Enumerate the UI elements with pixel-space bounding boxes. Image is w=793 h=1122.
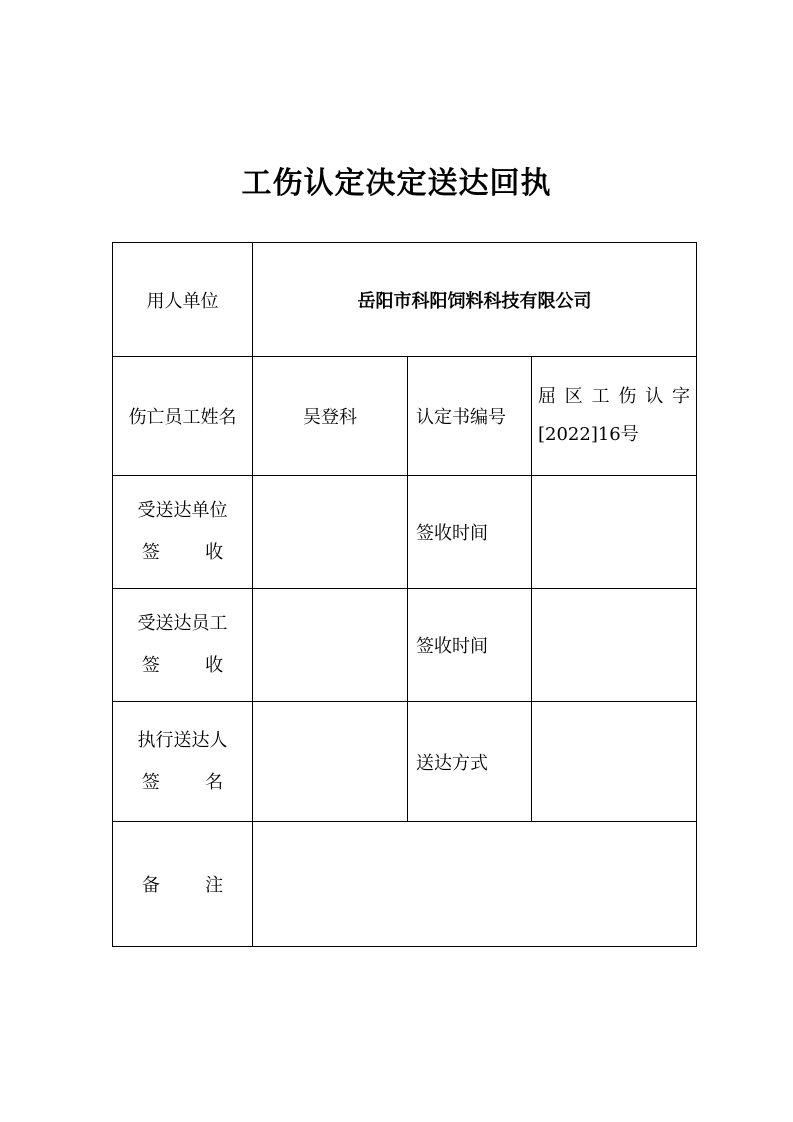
remarks-label: 备 注 bbox=[141, 875, 243, 896]
server-signature-field[interactable] bbox=[253, 702, 408, 822]
employee-name-label: 伤亡员工姓名 bbox=[113, 357, 253, 476]
recipient-employee-time-field[interactable] bbox=[532, 589, 697, 702]
delivery-method-label: 送达方式 bbox=[408, 702, 532, 822]
recipient-unit-label-line1: 受送达单位 bbox=[137, 500, 228, 521]
recipient-employee-label-line1: 受送达员工 bbox=[137, 613, 228, 634]
employer-value: 岳阳市科阳饲料科技有限公司 bbox=[253, 243, 697, 357]
recipient-unit-time-label: 签收时间 bbox=[408, 476, 532, 589]
row-server bbox=[113, 702, 697, 822]
receipt-table bbox=[112, 242, 697, 947]
delivery-method-field[interactable] bbox=[532, 702, 697, 822]
employee-name-value: 吴登科 bbox=[253, 357, 408, 476]
recipient-employee-label-line2: 签 收 bbox=[141, 655, 243, 676]
remarks-field[interactable] bbox=[253, 822, 697, 947]
recipient-unit-time-field[interactable] bbox=[532, 476, 697, 589]
recipient-unit-label-cell bbox=[113, 476, 253, 589]
recipient-unit-signature-field[interactable] bbox=[253, 476, 408, 589]
row-employee bbox=[113, 357, 697, 476]
row-employer bbox=[113, 243, 697, 357]
employer-label: 用人单位 bbox=[113, 243, 253, 357]
cert-number-line1: 屈区工伤认字 bbox=[538, 386, 691, 407]
row-recipient-employee bbox=[113, 589, 697, 702]
recipient-employee-signature-field[interactable] bbox=[253, 589, 408, 702]
server-label-line1: 执行送达人 bbox=[137, 729, 228, 751]
recipient-employee-time-label: 签收时间 bbox=[408, 589, 532, 702]
cert-number-label: 认定书编号 bbox=[408, 357, 532, 476]
row-recipient-unit bbox=[113, 476, 697, 589]
document-title: 工伤认定决定送达回执 bbox=[241, 166, 552, 201]
recipient-employee-label-cell bbox=[113, 589, 253, 702]
remarks-label-cell bbox=[113, 822, 253, 947]
recipient-unit-label-line2: 签 收 bbox=[141, 542, 243, 563]
cert-number-line2: [2022]16号 bbox=[538, 424, 639, 445]
server-label-line2: 签 名 bbox=[141, 771, 243, 793]
server-label-cell bbox=[113, 702, 253, 822]
cert-number-value bbox=[532, 357, 697, 476]
row-remarks bbox=[113, 822, 697, 947]
